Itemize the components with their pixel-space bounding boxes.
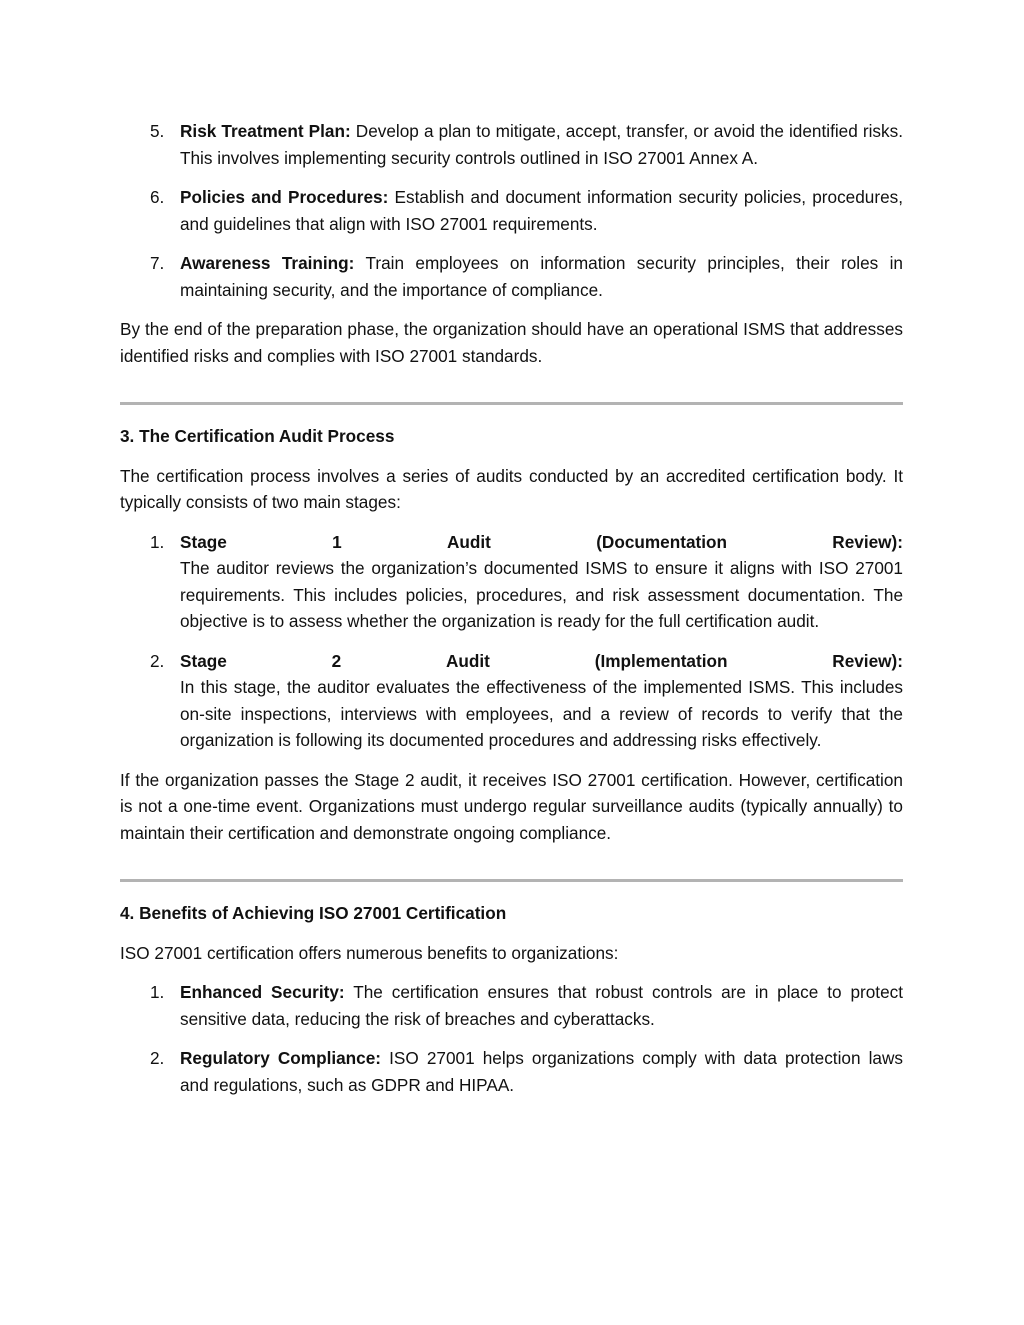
list-item (120, 529, 903, 635)
stage-heading (180, 648, 903, 675)
audit-stages-list (120, 529, 903, 754)
stage-heading-word: Stage (180, 531, 227, 552)
section-heading: 3. The Certification Audit Process (120, 426, 395, 446)
item-text: Train employees on information security principles, their roles in maintaining security, and the importance of compliance. (180, 253, 903, 300)
section-divider (120, 402, 903, 405)
list-item (120, 648, 903, 754)
item-text: Develop a plan to mitigate, accept, transfer, or avoid the identified risks. This involves implementing security controls outlined in ISO 27001 Annex A. (180, 121, 903, 168)
item-lead: Enhanced Security: (180, 982, 345, 1002)
stage-heading-word: Audit (446, 650, 490, 671)
item-lead: Risk Treatment Plan: (180, 121, 351, 141)
list-number: 7. (150, 253, 165, 273)
section-heading: 4. Benefits of Achieving ISO 27001 Certification (120, 903, 507, 923)
section-intro: ISO 27001 certification offers numerous benefits to organizations: (120, 942, 619, 963)
list-number: 1. (150, 982, 165, 1002)
stage-heading-word: Stage (180, 650, 227, 671)
stage-heading-word: 2 (331, 650, 342, 671)
stage-heading (180, 529, 903, 556)
list-item (120, 184, 903, 237)
item-lead: Regulatory Compliance: (180, 1048, 382, 1068)
item-lead: Awareness Training: (180, 253, 355, 273)
item-text: The auditor reviews the organization’s documented ISMS to ensure it aligns with ISO 27001 requirements. This includes policies, procedures, and risk assessment documentation. The objective is to assess whether the organization is ready for the full certification audit. (180, 558, 903, 631)
item-lead: Policies and Procedures: (180, 187, 389, 207)
item-text: ISO 27001 helps organizations comply with data protection laws and regulations, such as GDPR and HIPAA. (180, 1048, 903, 1095)
item-text: The certification ensures that robust controls are in place to protect sensitive data, reducing the risk of breaches and cyberattacks. (180, 982, 903, 1029)
stage-heading-word: (Implementation (594, 650, 728, 671)
risk-steps-list (120, 118, 903, 303)
section-intro: The certification process involves a series of audits conducted by an accredited certification body. It typically consists of two main stages: (120, 465, 903, 512)
list-number: 5. (150, 121, 165, 141)
item-text: In this stage, the auditor evaluates the effectiveness of the implemented ISMS. This includes on-site inspections, interviews with employees, and a review of records to verify that the organization is following its documented procedures and addressing risks effectively. (180, 677, 903, 750)
item-text: Establish and document information security policies, procedures, and guidelines that align with ISO 27001 requirements. (180, 187, 904, 234)
stage-heading-word: Review): (832, 531, 903, 552)
list-item (120, 1045, 903, 1098)
stage-heading-word: 1 (332, 531, 342, 552)
section-conclusion: If the organization passes the Stage 2 audit, it receives ISO 27001 certification. However, certification is not a one-time event. Organizations must undergo regular surveillance audits (typically annually) to maintain their certification and demonstrate ongoing compliance. (120, 769, 903, 843)
list-item (120, 979, 903, 1032)
list-number: 2. (150, 1048, 165, 1068)
document-page (120, 118, 903, 1111)
list-number: 1. (150, 531, 165, 552)
list-number: 6. (150, 187, 165, 207)
benefits-list (120, 979, 903, 1098)
list-item (120, 250, 903, 303)
section-divider (120, 879, 903, 882)
list-number: 2. (150, 650, 165, 671)
stage-heading-word: Audit (446, 531, 491, 552)
stage-heading-word: Review): (832, 650, 903, 671)
list-item (120, 118, 903, 171)
stage-heading-word: (Documentation (596, 531, 727, 552)
prep-summary: By the end of the preparation phase, the organization should have an operational ISMS that addresses identified risks and complies with ISO 27001 standards. (120, 319, 903, 366)
